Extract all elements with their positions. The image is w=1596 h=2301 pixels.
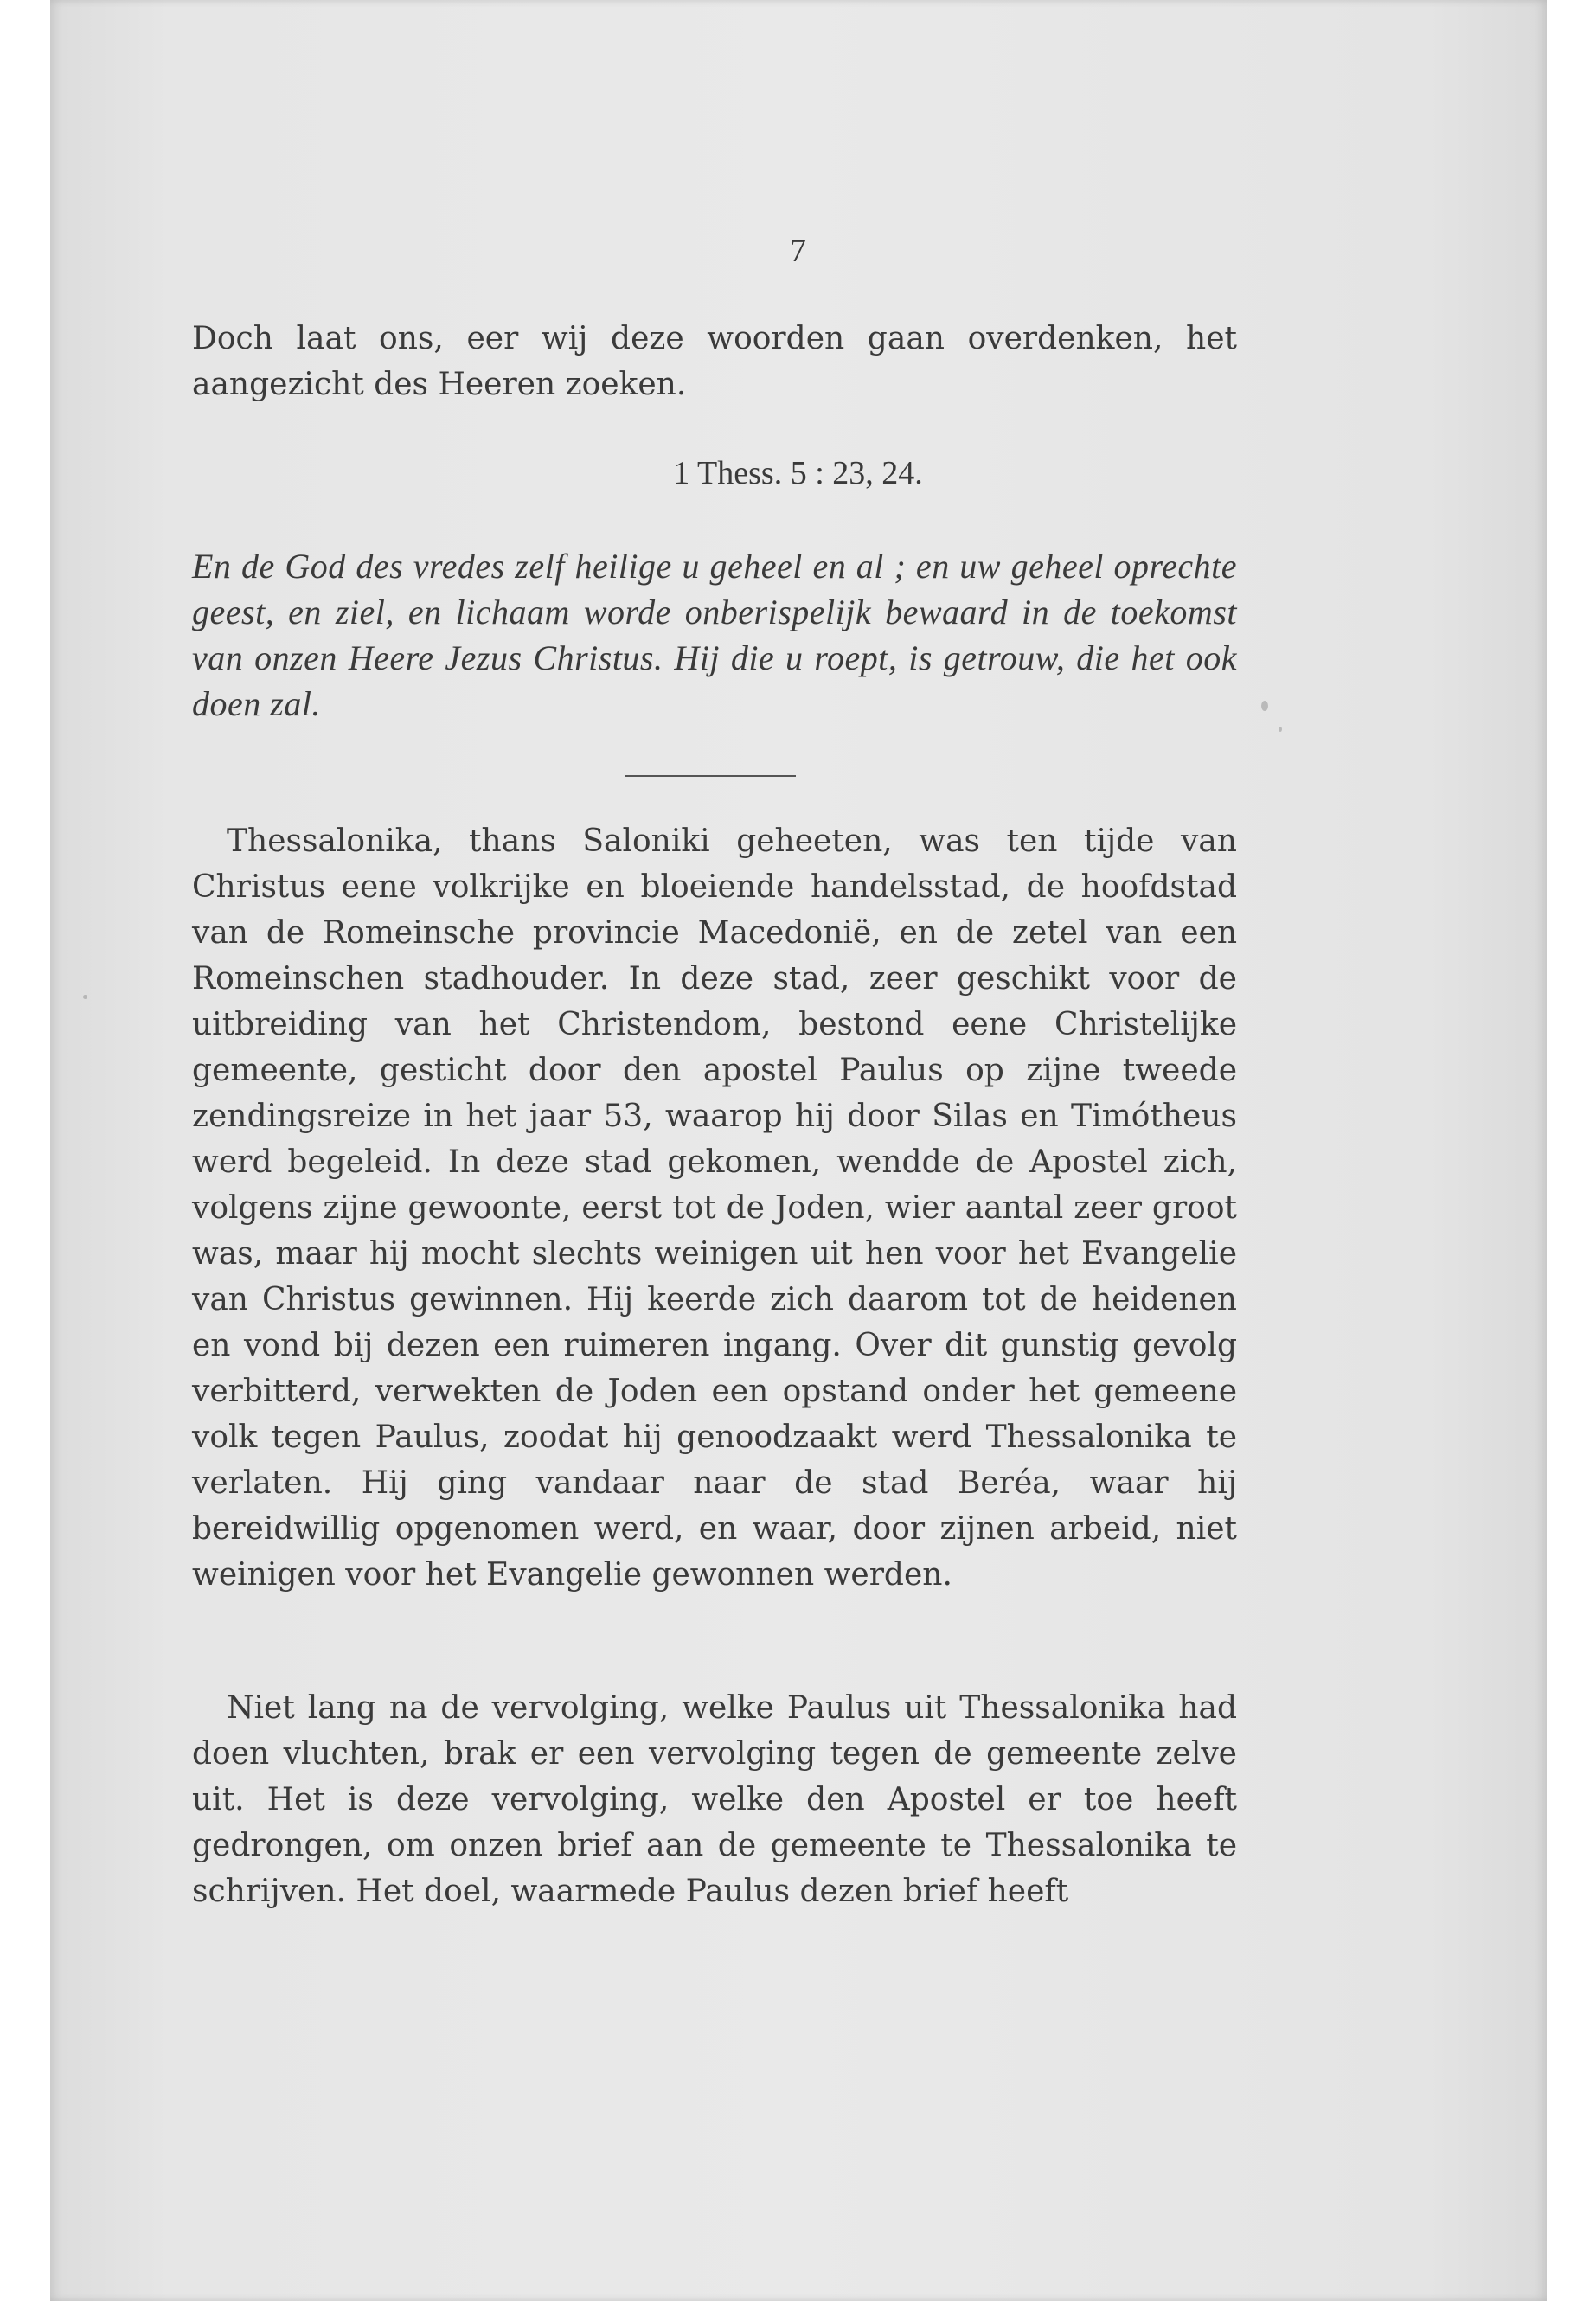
ink-speck: [1279, 727, 1282, 732]
scan-margin-left: [0, 0, 50, 2301]
ink-speck: [83, 995, 87, 999]
scan-margin-right: [1547, 0, 1596, 2301]
section-divider: [625, 775, 796, 777]
page-number: 7: [790, 233, 806, 269]
intro-text: Doch laat ons, eer wij deze woorden gaan overdenken, het aangezicht des Heeren zoeken.: [192, 321, 1237, 402]
scripture-reference: 1 Thess. 5 : 23, 24.: [673, 455, 923, 491]
body-paragraph: Thessalonika, thans Saloniki geheeten, was ten tijde van Christus eene volkrijke en bloeiende handelsstad, de hoofdstad van de Romeinsche provincie Macedonië, en de zetel van een Romeinschen stadhouder. In deze stad, zeer geschikt voor de uitbreiding van het Christendom, bestond eene Christelijke gemeente, gesticht door den apostel Paulus op zijne tweede zendingsreize in het jaar 53, waarop hij door Silas en Timótheus werd begeleid. In deze stad gekomen, wendde de Apostel zich, volgens zijne gewoonte, eerst tot de Joden, wier aantal zeer groot was, maar hij mocht slechts weinigen uit hen voor het Evangelie van Christus gewinnen. Hij keerde zich daarom tot de heidenen en vond bij dezen een ruimeren ingang. Over dit gunstig gevolg verbitterd, verwekten de Joden een opstand onder het gemeene volk tegen Paulus, zoodat hij genoodzaakt werd Thessalonika te verlaten. Hij ging vandaar naar de stad Beréa, waar hij bereidwillig opgenomen werd, en waar, door zijnen arbeid, niet weinigen voor het Evangelie gewonnen werden.: [192, 824, 1237, 1593]
ink-speck: [1261, 701, 1268, 711]
body-paragraph: Niet lang na de vervolging, welke Paulus uit Thessalonika had doen vluchten, brak er een vervolging tegen de gemeente zelve uit. Het is deze vervolging, welke den Apostel er toe heeft gedrongen, om onzen brief aan de gemeente te Thessalonika te schrijven. Het doel, waarmede Paulus dezen brief heeft: [192, 1690, 1237, 1909]
scripture-verse: En de God des vredes zelf heilige u geheel en al ; en uw geheel oprechte geest, en ziel, en lichaam worde onberispelijk bewaard in de toekomst van onzen Heere Jezus Christus. Hij die u roept, is getrouw, die het ook doen zal.: [192, 547, 1237, 723]
